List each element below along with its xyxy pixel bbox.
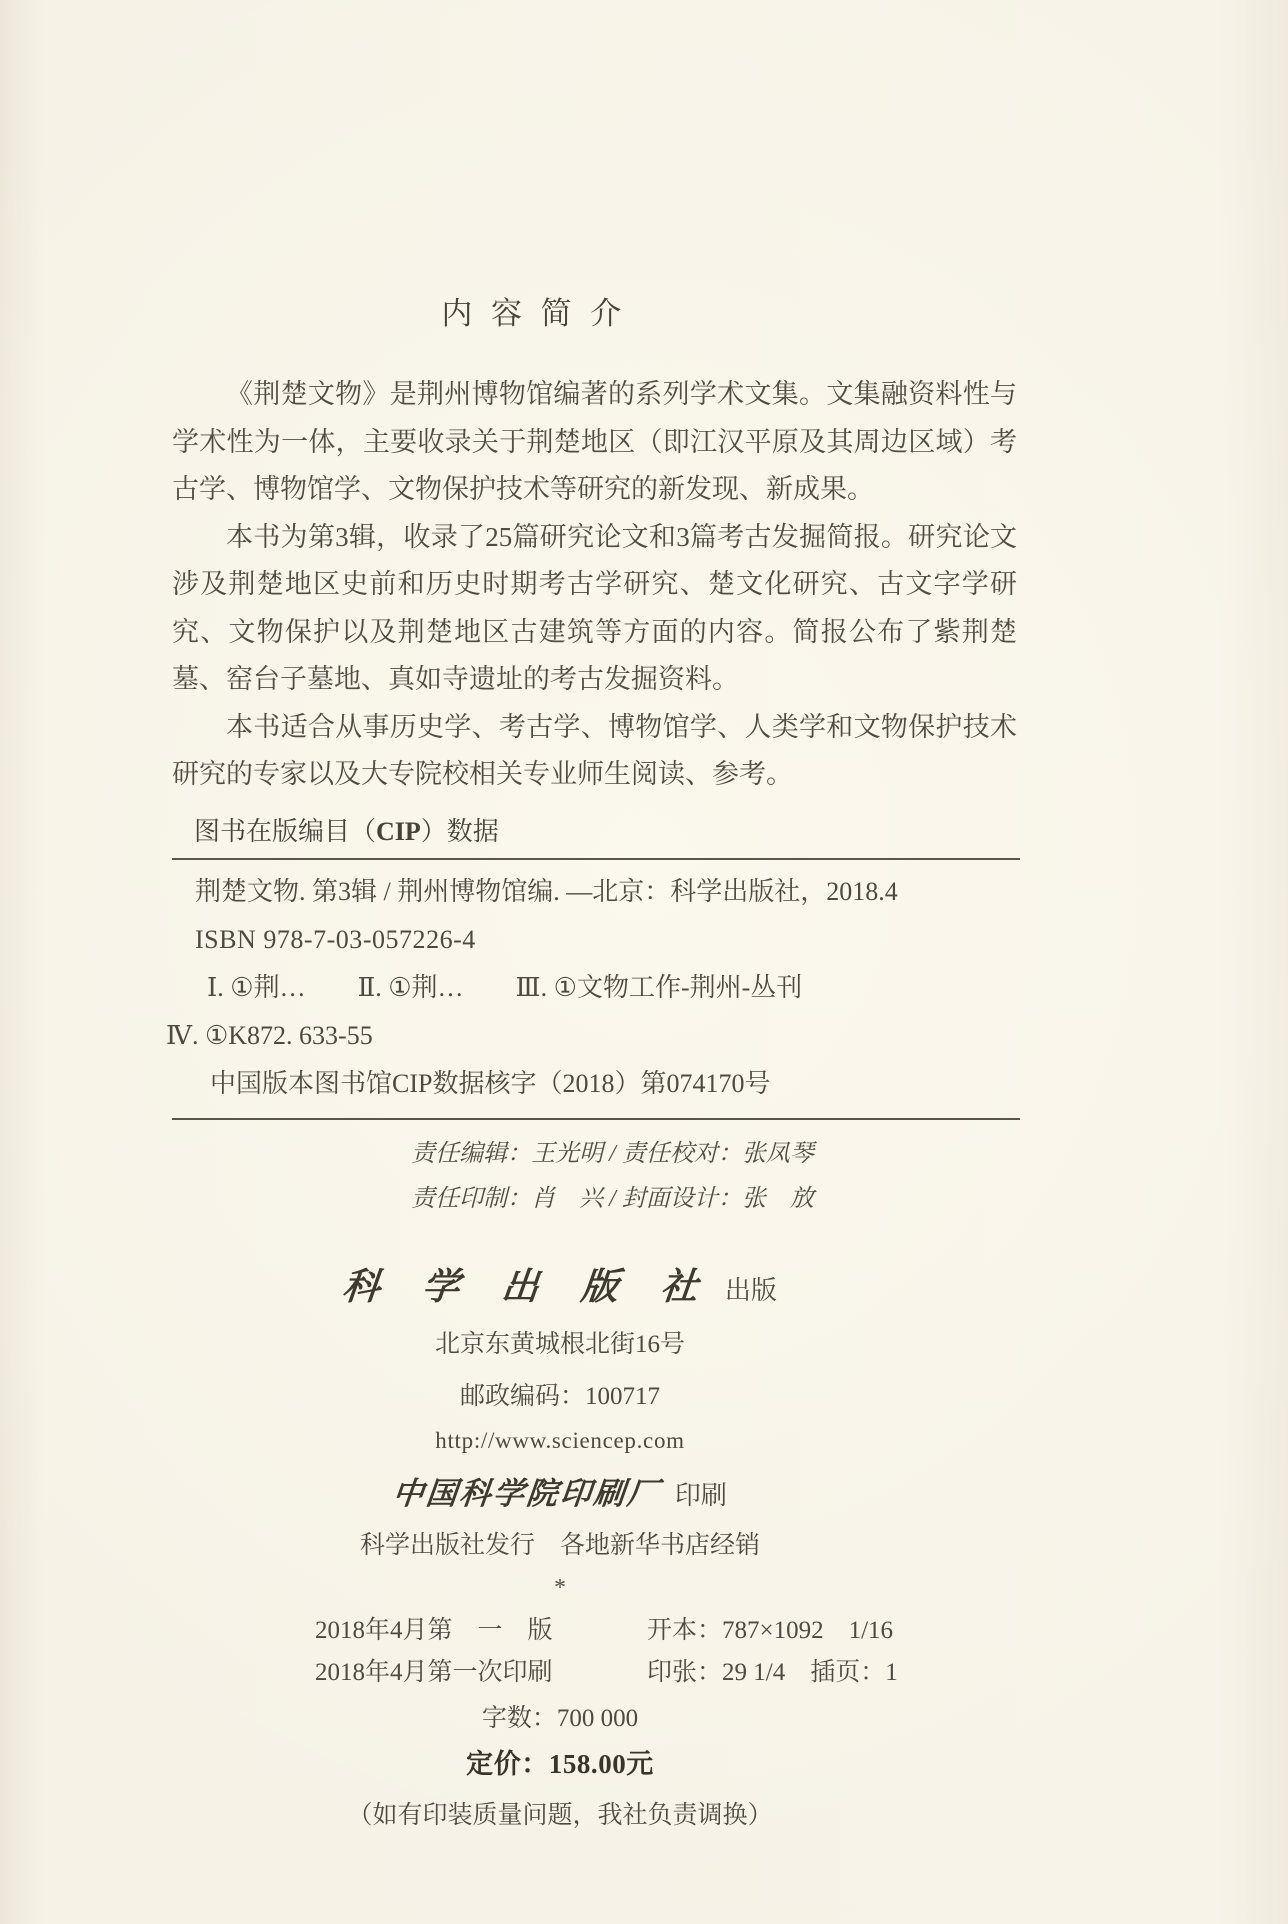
publisher-name: 科 学 出 版 社 bbox=[340, 1267, 717, 1308]
cip-heading bbox=[172, 811, 1017, 848]
cip-heading-prefix: 图书在版编目（ bbox=[194, 816, 377, 846]
printer-name: 中国科学院印刷厂 bbox=[390, 1476, 663, 1511]
cip-rule-top bbox=[172, 858, 1020, 860]
cip-heading-latin: CIP bbox=[376, 816, 421, 846]
printer-line bbox=[0, 1468, 1120, 1513]
price: 定价：158.00元 bbox=[466, 1749, 654, 1779]
staff-credits bbox=[172, 1132, 1017, 1222]
cip-entry-line: 荆楚文物. 第3辑 / 荆州博物馆编. —北京：科学出版社，2018.4 bbox=[195, 876, 898, 906]
edition-info bbox=[315, 1610, 980, 1694]
content-summary bbox=[172, 371, 1017, 799]
intro-paragraph: 本书为第3辑，收录了25篇研究论文和3篇考古发掘简报。研究论文涉及荆楚地区史前和历史时期考古学研究、楚文化研究、古文字学研究、文物保护以及荆楚地区古建筑等方面的内容。简报公布了紫荆楚墓、窑台子墓地、真如寺遗址的考古发掘资料。 bbox=[172, 521, 1017, 694]
cip-heading-suffix: ）数据 bbox=[420, 816, 499, 846]
edition-date: 2018年4月第 一 版 bbox=[315, 1617, 553, 1644]
publisher-imprint bbox=[0, 1256, 1120, 1831]
publisher-address: 北京东黄城根北街16号 bbox=[434, 1331, 685, 1358]
print-date: 2018年4月第一次印刷 bbox=[315, 1659, 553, 1686]
separator-star: * bbox=[554, 1575, 566, 1601]
main-text-column bbox=[166, 0, 1017, 1222]
word-count: 字数：700 000 bbox=[481, 1705, 639, 1732]
cip-classification-line: Ⅰ. ①荆… Ⅱ. ①荆… Ⅲ. ①文物工作-荆州-丛刊 bbox=[207, 972, 803, 1002]
printer-role: 印刷 bbox=[674, 1481, 727, 1510]
cip-class-number: Ⅳ. ①K872. 633-55 bbox=[166, 1020, 373, 1050]
page-title: 内容简介 bbox=[441, 296, 640, 331]
edition-row bbox=[315, 1652, 980, 1694]
cip-lines bbox=[166, 868, 1017, 1108]
format-spec: 开本：787×1092 1/16 bbox=[647, 1617, 894, 1644]
cip-rule-bottom bbox=[172, 1118, 1020, 1120]
edition-row bbox=[315, 1610, 980, 1652]
sheets-spec: 印张：29 1/4 插页：1 bbox=[647, 1659, 898, 1686]
publisher-postcode: 邮政编码：100717 bbox=[459, 1383, 660, 1410]
publisher-line bbox=[0, 1256, 1120, 1310]
cip-data-block bbox=[166, 811, 1017, 1120]
credits-line-printing: 责任印制：肖 兴 / 封面设计：张 放 bbox=[411, 1185, 814, 1212]
distribution-line: 科学出版社发行 各地新华书店经销 bbox=[359, 1532, 760, 1559]
cip-record-number: 中国版本图书馆CIP数据核字（2018）第074170号 bbox=[210, 1068, 771, 1098]
publisher-website: http://www.sciencep.com bbox=[435, 1428, 685, 1453]
credits-line-editor: 责任编辑：王光明 / 责任校对：张凤琴 bbox=[411, 1140, 814, 1167]
publisher-role: 出版 bbox=[724, 1276, 777, 1305]
cip-isbn: ISBN 978-7-03-057226-4 bbox=[195, 924, 476, 954]
intro-paragraph: 《荆楚文物》是荆州博物馆编著的系列学术文集。文集融资料性与学术性为一体，主要收录关于荆楚地区（即江汉平原及其周边区域）考古学、博物馆学、文物保护技术等研究的新发现、新成果。 bbox=[172, 379, 1017, 504]
quality-notice: （如有印装质量问题，我社负责调换） bbox=[347, 1802, 773, 1829]
intro-paragraph: 本书适合从事历史学、考古学、博物馆学、人类学和文物保护技术研究的专家以及大专院校相关专业师生阅读、参考。 bbox=[172, 711, 1017, 789]
